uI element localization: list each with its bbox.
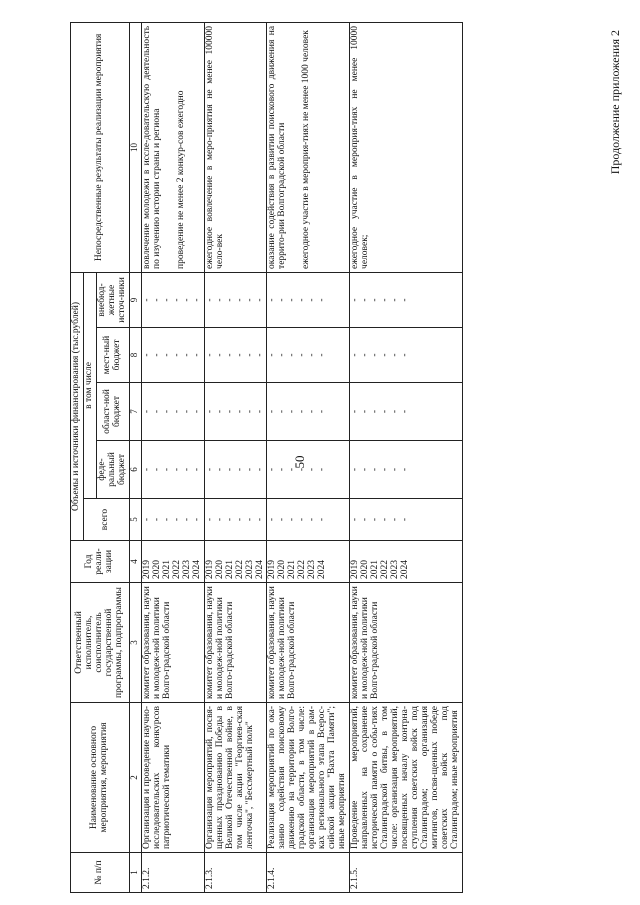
cell-federal xyxy=(350,441,463,499)
cell-regional xyxy=(350,383,463,441)
dash-value: - xyxy=(181,467,192,472)
row-executor: комитет образования, науки и молодеж-ной политики Волго-градской области xyxy=(267,583,350,703)
dash-value: - xyxy=(191,298,202,302)
dash-value: - xyxy=(234,517,245,522)
appendix-label: Продолжение приложения 2 xyxy=(608,30,622,175)
dash-value: - xyxy=(141,517,152,522)
dash-value: - xyxy=(317,467,328,472)
dash-value: - xyxy=(370,298,381,302)
dash-value: - xyxy=(244,353,255,357)
dash-value: - xyxy=(151,517,162,522)
column-number: 3 xyxy=(129,583,141,703)
dash-value: - xyxy=(400,353,411,357)
column-number-row xyxy=(129,22,141,892)
header-executor: Ответственный исполнитель, соисполнитель государственной программы, подпрограммы xyxy=(71,583,130,703)
dash-value: - xyxy=(400,467,411,472)
year-value: 2021 xyxy=(287,560,298,579)
dash-value: - xyxy=(254,467,265,472)
row-number: 2.1.4. xyxy=(267,853,350,893)
dash-value: - xyxy=(307,409,318,414)
dash-value: - xyxy=(287,517,298,522)
header-funding: Объемы и источники финансирования (тыс.рублей) xyxy=(71,272,84,540)
dash-value: - xyxy=(254,353,265,357)
row-name: Организация мероприятий, посвя-щенных празднованию Победы в Великой Отечественной войне, в том числе акции "Георгиев-ская ленточка", "Бессмертный полк" xyxy=(204,703,267,853)
dash-value: - xyxy=(234,353,245,357)
cell-local xyxy=(350,328,463,383)
dash-value: - xyxy=(360,467,371,472)
row-years xyxy=(204,541,267,583)
dash-value: - xyxy=(244,517,255,522)
year-value: 2024 xyxy=(254,560,265,579)
result-text: ежегодное участие в мероприя-тиях не менее 1000 человек xyxy=(301,30,312,269)
result-text: проведение не менее 2 конкур-сов ежегодно xyxy=(175,90,186,269)
cell-local xyxy=(267,328,350,383)
year-value: 2024 xyxy=(400,560,411,579)
dash-value: - xyxy=(224,467,235,472)
year-value: 2020 xyxy=(214,560,225,579)
year-value: 2023 xyxy=(390,560,401,579)
header-including: в том числе xyxy=(83,272,96,498)
dash-value: - xyxy=(370,409,381,414)
dash-value: - xyxy=(277,517,288,522)
dash-value: - xyxy=(254,517,265,522)
dash-value: - xyxy=(204,353,215,357)
dash-value: - xyxy=(181,353,192,357)
row-executor: комитет образования, науки и молодеж-ной политики Волго-градской области xyxy=(204,583,267,703)
year-value: 2021 xyxy=(161,560,172,579)
cell-regional xyxy=(141,383,204,441)
header-total: всего xyxy=(83,499,129,541)
table-row xyxy=(204,22,267,892)
dash-value: - xyxy=(161,353,172,357)
row-results xyxy=(267,22,350,272)
year-value: 2020 xyxy=(277,560,288,579)
dash-value: - xyxy=(181,517,192,522)
dash-value: - xyxy=(224,517,235,522)
year-value: 2022 xyxy=(297,560,308,579)
dash-value: - xyxy=(350,467,361,472)
row-name: Организация и проведение научно-исследовательских конкурсов патриотической тематики xyxy=(141,703,204,853)
cell-total xyxy=(204,499,267,541)
column-number: 10 xyxy=(129,22,141,272)
dash-value: - xyxy=(191,353,202,357)
dash-value: - xyxy=(400,409,411,414)
column-number: 4 xyxy=(129,541,141,583)
year-value: 2024 xyxy=(191,560,202,579)
dash-value: - xyxy=(191,467,202,472)
dash-value: - xyxy=(380,467,391,472)
dash-value: - xyxy=(191,409,202,414)
dash-value: - xyxy=(224,409,235,414)
header-name: Наименование основного мероприятия, мероприятия xyxy=(71,703,130,853)
dash-value: - xyxy=(181,409,192,414)
dash-value: - xyxy=(234,409,245,414)
dash-value: - xyxy=(234,298,245,302)
year-value: 2022 xyxy=(234,560,245,579)
year-value: 2021 xyxy=(370,560,381,579)
dash-value: - xyxy=(204,517,215,522)
row-number: 2.1.5. xyxy=(350,853,463,893)
dash-value: - xyxy=(214,409,225,414)
dash-value: - xyxy=(370,517,381,522)
dash-value: - xyxy=(390,353,401,357)
dash-value: - xyxy=(287,467,298,472)
dash-value: - xyxy=(287,409,298,414)
column-number: 6 xyxy=(129,441,141,499)
dash-value: - xyxy=(151,353,162,357)
result-text: ежегодное участие в мероприя-тиях не менее 10000 человек; xyxy=(350,25,371,269)
cell-total xyxy=(141,499,204,541)
dash-value: - xyxy=(244,467,255,472)
dash-value: - xyxy=(317,298,328,302)
year-value: 2021 xyxy=(224,560,235,579)
dash-value: - xyxy=(390,298,401,302)
cell-extrabudget xyxy=(204,272,267,327)
dash-value: - xyxy=(161,409,172,414)
dash-value: - xyxy=(254,409,265,414)
dash-value: - xyxy=(370,467,381,472)
cell-federal xyxy=(204,441,267,499)
dash-value: - xyxy=(267,353,278,357)
column-number: 5 xyxy=(129,499,141,541)
dash-value: - xyxy=(204,467,215,472)
header-regional: област-ной бюджет xyxy=(96,383,129,441)
dash-value: - xyxy=(350,517,361,522)
table-row xyxy=(267,22,350,892)
cell-local xyxy=(141,328,204,383)
year-value: 2019 xyxy=(204,560,215,579)
cell-extrabudget xyxy=(267,272,350,327)
dash-value: - xyxy=(297,467,308,472)
dash-value: - xyxy=(214,517,225,522)
dash-value: - xyxy=(390,467,401,472)
dash-value: - xyxy=(287,298,298,302)
row-results xyxy=(350,22,463,272)
dash-value: - xyxy=(360,409,371,414)
header-local: мест-ный бюджет xyxy=(96,328,129,383)
row-number: 2.1.2. xyxy=(141,853,204,893)
dash-value: - xyxy=(161,517,172,522)
dash-value: - xyxy=(277,467,288,472)
dash-value: - xyxy=(277,409,288,414)
year-value: 2020 xyxy=(151,560,162,579)
funding-table xyxy=(70,22,463,893)
dash-value: - xyxy=(267,517,278,522)
column-number: 8 xyxy=(129,328,141,383)
dash-value: - xyxy=(171,467,182,472)
dash-value: - xyxy=(141,353,152,357)
dash-value: - xyxy=(277,353,288,357)
result-text: ежегодное вовлечение в меро-приятия не менее 100000 чело-век xyxy=(204,25,225,269)
dash-value: - xyxy=(400,298,411,302)
dash-value: - xyxy=(277,298,288,302)
dash-value: - xyxy=(214,298,225,302)
dash-value: - xyxy=(171,409,182,414)
dash-value: - xyxy=(317,353,328,357)
dash-value: - xyxy=(224,298,235,302)
dash-value: - xyxy=(297,298,308,302)
dash-value: - xyxy=(171,353,182,357)
dash-value: - xyxy=(141,467,152,472)
header-extrabudget: внебюд-жетные источ-ники xyxy=(96,272,129,327)
dash-value: - xyxy=(350,353,361,357)
dash-value: - xyxy=(181,298,192,302)
column-number: 7 xyxy=(129,383,141,441)
year-value: 2023 xyxy=(244,560,255,579)
cell-federal xyxy=(141,441,204,499)
dash-value: - xyxy=(204,298,215,302)
dash-value: - xyxy=(350,298,361,302)
dash-value: - xyxy=(287,353,298,357)
dash-value: - xyxy=(297,409,308,414)
dash-value: - xyxy=(297,517,308,522)
dash-value: - xyxy=(244,298,255,302)
year-value: 2019 xyxy=(267,560,278,579)
header-num: № п/п xyxy=(71,853,130,893)
dash-value: - xyxy=(171,517,182,522)
dash-value: - xyxy=(267,409,278,414)
row-name: Реализация мероприятий по ока-занию содействия поисковому движению на территории Волго-градской области, в том числе: организация мероприятий в рам-ках регионального этапа Всерос-сийской акции "Вахта Памяти"; иные мероприятия xyxy=(267,703,350,853)
dash-value: - xyxy=(380,353,391,357)
dash-value: - xyxy=(380,409,391,414)
year-value: 2022 xyxy=(380,560,391,579)
dash-value: - xyxy=(151,298,162,302)
dash-value: - xyxy=(307,467,318,472)
dash-value: - xyxy=(380,298,391,302)
header-results: Непосредственные результаты реализации мероприятия xyxy=(71,22,130,272)
year-value: 2019 xyxy=(141,560,152,579)
dash-value: - xyxy=(224,353,235,357)
dash-value: - xyxy=(267,298,278,302)
column-number: 2 xyxy=(129,703,141,853)
row-results xyxy=(204,22,267,272)
cell-total xyxy=(267,499,350,541)
column-number: 1 xyxy=(129,853,141,893)
table-row xyxy=(141,22,204,892)
dash-value: - xyxy=(141,409,152,414)
year-value: 2020 xyxy=(360,560,371,579)
dash-value: - xyxy=(214,353,225,357)
column-number: 9 xyxy=(129,272,141,327)
year-value: 2022 xyxy=(171,560,182,579)
rotated-table-canvas xyxy=(70,23,555,893)
dash-value: - xyxy=(390,517,401,522)
row-results xyxy=(141,22,204,272)
result-text: вовлечение молодежи в иссле-довательскую деятельность по изучению истории страны и региона xyxy=(141,25,162,269)
row-years xyxy=(141,541,204,583)
row-number: 2.1.3. xyxy=(204,853,267,893)
dash-value: - xyxy=(370,353,381,357)
dash-value: - xyxy=(307,353,318,357)
dash-value: - xyxy=(214,467,225,472)
cell-extrabudget xyxy=(141,272,204,327)
dash-value: - xyxy=(360,298,371,302)
cell-regional xyxy=(267,383,350,441)
dash-value: - xyxy=(360,353,371,357)
year-value: 2024 xyxy=(317,560,328,579)
dash-value: - xyxy=(390,409,401,414)
dash-value: - xyxy=(161,467,172,472)
row-years xyxy=(267,541,350,583)
row-executor: комитет образования, науки и молодеж-ной политики Волго-градской области xyxy=(141,583,204,703)
cell-local xyxy=(204,328,267,383)
row-years xyxy=(350,541,463,583)
dash-value: - xyxy=(204,409,215,414)
year-value: 2023 xyxy=(181,560,192,579)
dash-value: - xyxy=(317,517,328,522)
dash-value: - xyxy=(151,467,162,472)
dash-value: - xyxy=(254,298,265,302)
dash-value: - xyxy=(267,467,278,472)
year-value: 2019 xyxy=(350,560,361,579)
dash-value: - xyxy=(161,298,172,302)
cell-total xyxy=(350,499,463,541)
dash-value: - xyxy=(234,467,245,472)
cell-extrabudget xyxy=(350,272,463,327)
table-row xyxy=(350,22,463,892)
header-federal: феде-ральный бюджет xyxy=(96,441,129,499)
dash-value: - xyxy=(141,298,152,302)
dash-value: - xyxy=(307,298,318,302)
dash-value: - xyxy=(307,517,318,522)
cell-regional xyxy=(204,383,267,441)
dash-value: - xyxy=(297,353,308,357)
dash-value: - xyxy=(400,517,411,522)
year-value: 2023 xyxy=(307,560,318,579)
row-name: Проведение мероприятий, направленных на сохранение исторической памяти о собы-тиях Сталинградской битвы, в том числе: организация мероприятий, посвященных началу контрна-ступления советских войск под Сталинградом; организация митингов, посвя-щенных победе советских войск под Сталинградом; иные мероприятия xyxy=(350,703,463,853)
header-year: Год реали-зации xyxy=(71,541,130,583)
result-text: оказание содействия в развитии поискового движения на террито-рии Волгоградской области xyxy=(267,25,288,269)
dash-value: - xyxy=(360,517,371,522)
cell-federal xyxy=(267,441,350,499)
dash-value: - xyxy=(317,409,328,414)
page-number: 50 xyxy=(292,455,307,469)
row-executor: комитет образования, науки и молодеж-ной политики Волго-градской области xyxy=(350,583,463,703)
dash-value: - xyxy=(171,298,182,302)
dash-value: - xyxy=(350,409,361,414)
dash-value: - xyxy=(151,409,162,414)
dash-value: - xyxy=(244,409,255,414)
dash-value: - xyxy=(380,517,391,522)
dash-value: - xyxy=(191,517,202,522)
